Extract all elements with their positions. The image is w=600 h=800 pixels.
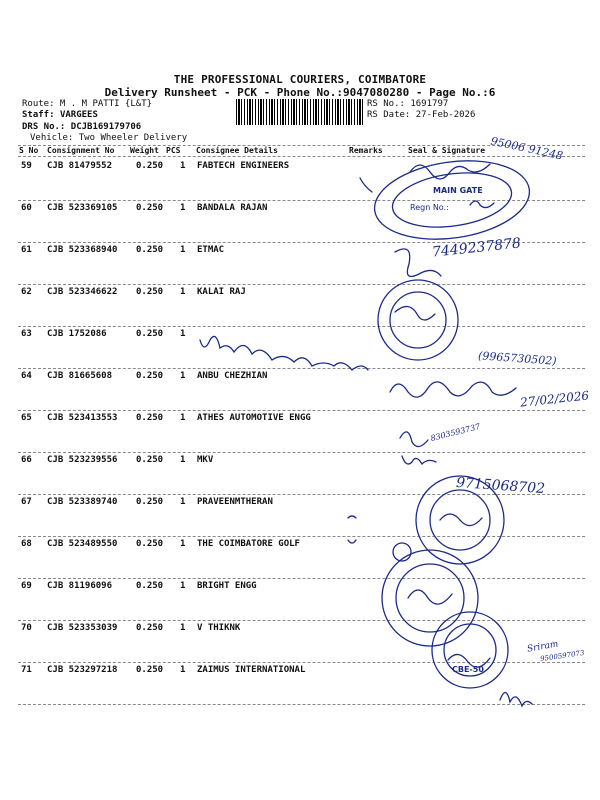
row-consignment-no: CJB 81196096 [47,581,113,591]
row-pcs: 1 [180,161,186,171]
row-sno: 65 [21,413,32,423]
row-consignment-no: CJB 523489550 [47,539,118,549]
row-divider [18,284,585,285]
handwritten-phone-5: 9715068702 [455,474,546,498]
handwritten-phone-3: (9965730502) [477,349,557,368]
row-divider [18,494,585,495]
rs-date: RS Date: 27-Feb-2026 [367,110,476,120]
row-divider [18,662,585,663]
table-row [0,329,600,371]
vehicle-info: Vehicle: Two Wheeler Delivery [30,133,188,143]
row-consignee: BANDALA RAJAN [197,203,268,213]
row-pcs: 1 [180,455,186,465]
row-pcs: 1 [180,497,186,507]
row-pcs: 1 [180,623,186,633]
rs-number: RS No.: 1691797 [367,99,449,109]
staff-label: Staff: [22,110,55,120]
row-pcs: 1 [180,539,186,549]
table-row [0,665,600,707]
row-sno: 68 [21,539,32,549]
row-consignment-no: CJB 523369105 [47,203,118,213]
handwritten-phone-1: 95006 91248 [489,134,565,163]
col-remarks: Remarks [349,146,383,155]
handwritten-phone-sriram: 9500597073 [539,648,585,664]
row-divider [18,410,585,411]
row-pcs: 1 [180,665,186,675]
row-consignee: KALAI RAJ [197,287,246,297]
table-row [0,539,600,581]
row-divider [18,578,585,579]
row-weight: 0.250 [136,539,164,549]
row-sno: 69 [21,581,32,591]
row-sno: 60 [21,203,32,213]
route-info: Route: M . M PATTI {L&T} [22,99,153,109]
row-weight: 0.250 [136,581,164,591]
row-consignee: THE COIMBATORE GOLF [197,539,300,549]
row-pcs: 1 [180,203,186,213]
row-consignee: PRAVEENMTHERAN [197,497,273,507]
row-consignment-no: CJB 523413553 [47,413,118,423]
col-consignment: Consignment No [47,146,115,155]
header-rule-bottom [18,156,585,157]
handwritten-phone-2: 7449237878 [431,235,522,261]
row-consignee: V THIKNK [197,623,241,633]
row-consignment-no: CJB 81665608 [47,371,113,381]
staff-value: VARGEES [59,110,98,120]
row-consignment-no: CJB 523239556 [47,455,118,465]
row-consignment-no: CJB 523353039 [47,623,118,633]
row-sno: 66 [21,455,32,465]
row-pcs: 1 [180,371,186,381]
row-weight: 0.250 [136,161,164,171]
col-consignee: Consignee Details [196,146,278,155]
company-title: THE PROFESSIONAL COURIERS, COIMBATORE [173,73,427,86]
row-sno: 62 [21,287,32,297]
row-weight: 0.250 [136,371,164,381]
row-consignee: BRIGHT ENGG [197,581,257,591]
row-consignment-no: CJB 523368940 [47,245,118,255]
row-divider [18,452,585,453]
col-pcs: PCS [166,146,181,155]
row-sno: 67 [21,497,32,507]
row-pcs: 1 [180,413,186,423]
row-sno: 64 [21,371,32,381]
row-weight: 0.250 [136,329,164,339]
barcode [236,99,364,125]
row-consignment-no: CJB 523346622 [47,287,118,297]
row-divider [18,326,585,327]
table-row [0,161,600,203]
drs-value: DCJB169179706 [70,122,142,132]
table-row [0,413,600,455]
row-consignee: MKV [197,455,214,465]
row-consignment-no: CJB 81479552 [47,161,113,171]
row-weight: 0.250 [136,455,164,465]
row-consignment-no: CJB 523297218 [47,665,118,675]
row-weight: 0.250 [136,203,164,213]
row-consignee: ATHES AUTOMOTIVE ENGG [197,413,311,423]
handwritten-name-sriram: Sriram [526,639,560,655]
row-consignee: ZAIMUS INTERNATIONAL [197,665,306,675]
col-weight: Weight [130,146,159,155]
row-divider [18,200,585,201]
staff-info [22,110,98,121]
stamp-text-cbe: CBE-50 [452,665,484,674]
row-divider [18,620,585,621]
col-sno: S No [19,146,39,155]
row-consignee: FABTECH ENGINEERS [197,161,290,171]
row-weight: 0.250 [136,623,164,633]
row-divider [18,368,585,369]
row-weight: 0.250 [136,245,164,255]
row-consignment-no: CJB 1752086 [47,329,107,339]
stamp-text-regn: Regn No.: [410,203,449,212]
row-sno: 61 [21,245,32,255]
table-row [0,623,600,665]
drs-info [22,122,141,133]
row-pcs: 1 [180,329,186,339]
row-consignee: ANBU CHEZHIAN [197,371,268,381]
handwritten-date: 27/02/2026 [519,388,590,410]
row-weight: 0.250 [136,287,164,297]
stamp-text-main: MAIN GATE [433,186,483,195]
row-divider [18,536,585,537]
table-row [0,371,600,413]
row-pcs: 1 [180,245,186,255]
runsheet-subtitle: Delivery Runsheet - PCK - Phone No.:9047080280 - Page No.:6 [104,86,496,99]
table-row [0,497,600,539]
row-sno: 63 [21,329,32,339]
row-weight: 0.250 [136,413,164,423]
row-weight: 0.250 [136,665,164,675]
row-sno: 71 [21,665,32,675]
row-consignment-no: CJB 523389740 [47,497,118,507]
handwritten-phone-6: 8303593737 [429,421,482,444]
row-consignee: ETMAC [197,245,225,255]
drs-label: DRS No.: [22,122,66,132]
col-seal: Seal & Signature [408,146,486,155]
row-weight: 0.250 [136,497,164,507]
row-pcs: 1 [180,287,186,297]
row-sno: 59 [21,161,32,171]
row-pcs: 1 [180,581,186,591]
table-row [0,287,600,329]
row-divider [18,704,585,705]
row-sno: 70 [21,623,32,633]
table-row [0,581,600,623]
